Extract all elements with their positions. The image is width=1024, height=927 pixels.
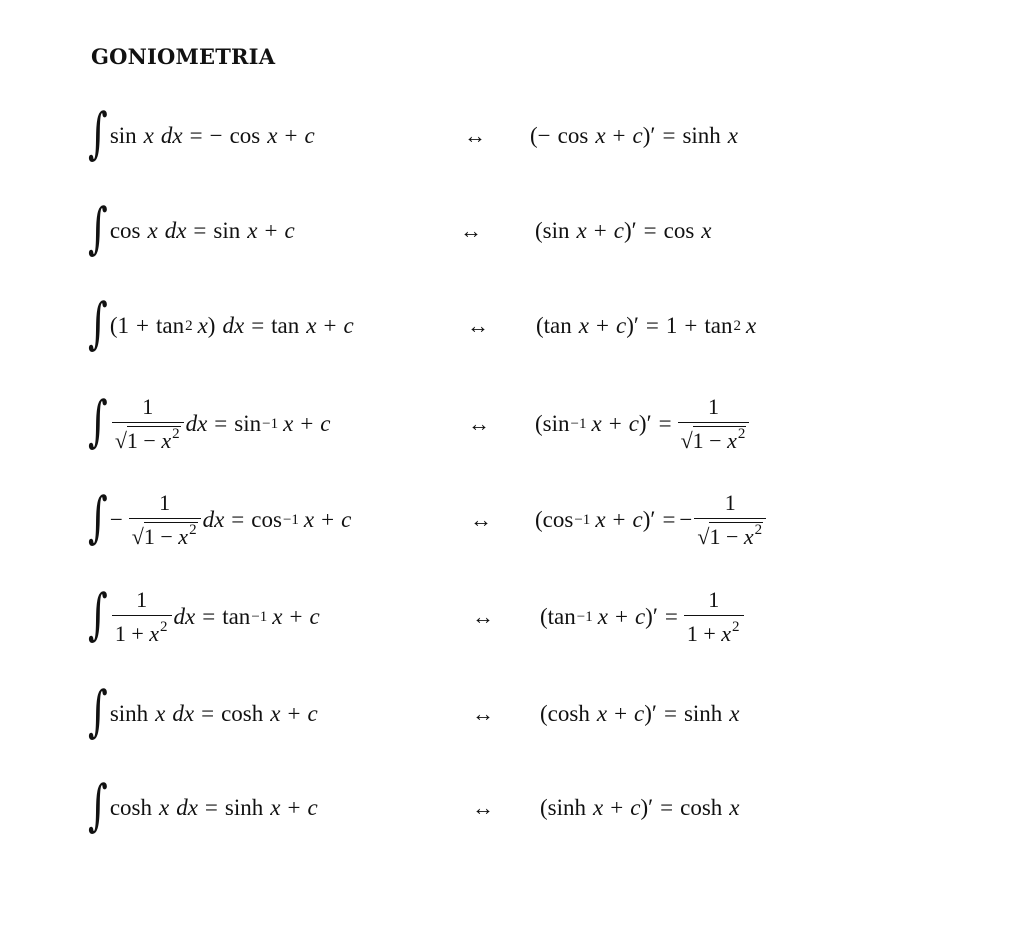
fn-tan: tan [222, 604, 251, 629]
const-c: c [630, 795, 641, 820]
formula-row-6 [0, 577, 1024, 657]
derivative-formula [535, 384, 751, 464]
paren: ( [536, 313, 544, 338]
one: 1 [665, 313, 678, 338]
equals: = [201, 701, 215, 726]
derivative-formula [536, 286, 756, 366]
var-x: x [267, 123, 278, 148]
var-x: x [270, 795, 281, 820]
paren: ( [530, 123, 538, 148]
paren-prime: )′ [642, 123, 656, 148]
var-x: x [578, 313, 589, 338]
denominator [129, 518, 201, 549]
sqrt-sign: √ [697, 524, 710, 549]
const-c: c [304, 123, 315, 148]
one-minus: 1 − [126, 428, 162, 453]
plus: + [289, 604, 303, 629]
dx: dx [164, 218, 187, 243]
const-c: c [628, 411, 639, 436]
exponent: −1 [282, 511, 299, 528]
fn-cos: cos [229, 123, 261, 148]
fn-sin: sin [542, 411, 570, 436]
equals: = [251, 313, 265, 338]
double-arrow-icon: ↔ [470, 507, 492, 532]
fn-cos: cos [542, 507, 574, 532]
var-x: x [155, 701, 166, 726]
fn-cosh: cosh [109, 795, 152, 820]
integral-formula [88, 768, 318, 848]
formula-row-7 [0, 674, 1024, 754]
radicand [127, 426, 181, 453]
paren: ( [109, 313, 118, 338]
integral-sign: ∫ [88, 101, 108, 165]
paren: ( [535, 507, 543, 532]
denominator [694, 518, 766, 549]
plus: + [614, 604, 628, 629]
var-x: x [283, 411, 294, 436]
fn-sinh: sinh [683, 701, 723, 726]
dx: dx [173, 604, 196, 629]
plus: + [321, 507, 335, 532]
integral-formula [88, 384, 331, 464]
var-x: x [595, 123, 606, 148]
exponent: 2 [189, 522, 197, 538]
exponent: 2 [732, 619, 740, 635]
var-x: x [729, 795, 740, 820]
derivative-formula [535, 191, 712, 271]
const-c: c [343, 313, 354, 338]
plus: + [610, 795, 624, 820]
paren-prime: )′ [638, 411, 652, 436]
formula-row-3 [0, 286, 1024, 366]
formula-row-4 [0, 384, 1024, 464]
paren-prime: )′ [623, 218, 637, 243]
integral-formula [88, 286, 354, 366]
denominator [112, 615, 172, 646]
exponent: −1 [251, 608, 268, 625]
radicand [144, 522, 198, 549]
const-c: c [320, 411, 331, 436]
numerator: 1 [159, 489, 171, 515]
integral-formula [88, 96, 315, 176]
integral-sign: ∫ [88, 291, 108, 355]
const-c: c [284, 218, 295, 243]
fn-sinh: sinh [682, 123, 721, 148]
equals: = [214, 411, 228, 436]
one-plus: 1 + [114, 621, 150, 646]
integral-sign: ∫ [88, 485, 108, 549]
var-x: x [593, 795, 604, 820]
equals: = [658, 411, 672, 436]
paren: ) [207, 313, 216, 338]
derivative-formula [530, 96, 738, 176]
var-x: x [270, 701, 281, 726]
numerator: 1 [136, 586, 148, 612]
minus: − [209, 123, 223, 148]
denominator [684, 615, 744, 646]
var-x: x [303, 507, 315, 532]
var-x: x [306, 313, 317, 338]
derivative-formula [540, 577, 746, 657]
minus: − [109, 507, 123, 532]
fn-tan: tan [543, 313, 572, 338]
sqrt-sign: √ [131, 524, 144, 549]
exponent: −1 [570, 415, 587, 432]
formula-row-5 [0, 480, 1024, 560]
dx: dx [202, 507, 225, 532]
equals: = [643, 218, 657, 243]
one-minus: 1 − [692, 428, 728, 453]
var-x: x [161, 428, 172, 453]
plus: + [596, 313, 609, 338]
one-plus: 1 + [686, 621, 722, 646]
double-arrow-icon: ↔ [472, 604, 494, 629]
derivative-formula [535, 480, 768, 560]
equals: = [660, 795, 674, 820]
fn-tan: tan [155, 313, 185, 338]
one: 1 [117, 313, 129, 338]
double-arrow-icon: ↔ [464, 123, 486, 148]
integral-formula [88, 674, 318, 754]
radicand [709, 522, 763, 549]
equals: = [662, 123, 676, 148]
fn-cos: cos [109, 218, 141, 243]
equals: = [663, 701, 677, 726]
double-arrow-icon: ↔ [468, 411, 490, 436]
plus: + [135, 313, 149, 338]
const-c: c [307, 795, 318, 820]
var-x: x [178, 524, 189, 549]
const-c: c [634, 604, 646, 629]
var-x: x [743, 524, 754, 549]
fn-cos: cos [663, 218, 695, 243]
integral-formula [88, 577, 320, 657]
var-x: x [596, 701, 608, 726]
fn-sin: sin [234, 411, 262, 436]
equals: = [645, 313, 659, 338]
var-x: x [729, 701, 740, 726]
equals: = [193, 218, 207, 243]
integral-sign: ∫ [88, 196, 108, 260]
fn-cosh: cosh [680, 795, 723, 820]
denominator [678, 422, 750, 453]
numerator: 1 [708, 586, 720, 612]
const-c: c [632, 123, 643, 148]
fn-tan: tan [547, 604, 576, 629]
double-arrow-icon: ↔ [472, 795, 494, 820]
const-c: c [309, 604, 320, 629]
var-x: x [745, 313, 757, 338]
plus: + [264, 218, 278, 243]
fraction [684, 588, 744, 646]
var-x: x [591, 411, 602, 436]
plus: + [593, 218, 607, 243]
equals: = [664, 604, 678, 629]
equals: = [662, 507, 676, 532]
dx: dx [160, 123, 183, 148]
paren-prime: )′ [640, 795, 654, 820]
fn-cosh: cosh [547, 701, 590, 726]
integral-sign: ∫ [88, 679, 108, 743]
plus: + [284, 123, 298, 148]
dx: dx [222, 313, 245, 338]
const-c: c [615, 313, 627, 338]
sqrt-sign: √ [680, 428, 693, 453]
one-minus: 1 − [709, 524, 744, 549]
radicand [693, 426, 747, 453]
equals: = [204, 795, 218, 820]
paren-prime: )′ [645, 604, 658, 629]
fn-sin: sin [542, 218, 570, 243]
formula-row-2 [0, 191, 1024, 271]
plus: + [300, 411, 314, 436]
const-c: c [307, 701, 318, 726]
fn-sin: sin [109, 123, 137, 148]
one-minus: 1 − [143, 524, 179, 549]
plus: + [612, 507, 626, 532]
denominator [112, 422, 184, 453]
fraction [129, 491, 201, 549]
exponent: 2 [185, 317, 193, 334]
fn-cos: cos [557, 123, 589, 148]
numerator: 1 [142, 393, 154, 419]
var-x: x [595, 507, 606, 532]
dx: dx [172, 701, 195, 726]
paren: ( [540, 604, 548, 629]
sqrt-sign: √ [114, 428, 127, 453]
fn-sin: sin [213, 218, 241, 243]
integral-formula [88, 191, 295, 271]
integral-formula [88, 480, 351, 560]
integral-sign: ∫ [88, 582, 108, 646]
const-c: c [613, 218, 624, 243]
var-x: x [701, 218, 712, 243]
exponent: 2 [160, 619, 168, 635]
const-c: c [341, 507, 352, 532]
var-x: x [143, 123, 154, 148]
var-x: x [576, 218, 587, 243]
plus: + [287, 701, 301, 726]
fn-tan: tan [704, 313, 733, 338]
fraction [678, 395, 750, 453]
paren: ( [535, 411, 543, 436]
integral-sign: ∫ [88, 389, 108, 453]
var-x: x [197, 313, 208, 338]
derivative-formula [540, 674, 740, 754]
plus: + [323, 313, 337, 338]
exponent: 2 [754, 522, 763, 538]
paren: ( [535, 218, 543, 243]
paren-prime: )′ [642, 507, 656, 532]
paren-prime: )′ [644, 701, 657, 726]
exponent: 2 [737, 426, 746, 442]
numerator: 1 [707, 393, 719, 419]
formula-row-8 [0, 768, 1024, 848]
fn-cosh: cosh [221, 701, 264, 726]
double-arrow-icon: ↔ [472, 701, 494, 726]
fraction [694, 491, 766, 549]
fraction [112, 588, 172, 646]
plus: + [684, 313, 698, 338]
fn-tan: tan [271, 313, 300, 338]
exponent: 2 [172, 426, 180, 442]
exponent: −1 [262, 415, 279, 432]
equals: = [231, 507, 245, 532]
plus: + [608, 411, 622, 436]
plus: + [287, 795, 301, 820]
const-c: c [634, 701, 645, 726]
numerator: 1 [724, 489, 736, 515]
var-x: x [272, 604, 283, 629]
var-x: x [147, 218, 158, 243]
fraction [112, 395, 184, 453]
fn-cos: cos [251, 507, 282, 532]
paren: ( [540, 701, 548, 726]
var-x: x [247, 218, 258, 243]
derivative-formula [540, 768, 740, 848]
page-title: GONIOMETRIA [91, 44, 276, 69]
paren-prime: )′ [626, 313, 639, 338]
var-x: x [149, 621, 159, 646]
exponent: 2 [733, 317, 741, 334]
var-x: x [721, 621, 732, 646]
exponent: −1 [574, 511, 591, 528]
fn-sinh: sinh [109, 701, 149, 726]
paren: ( [540, 795, 548, 820]
integral-sign: ∫ [88, 773, 108, 837]
formula-row-1 [0, 96, 1024, 176]
fn-sinh: sinh [547, 795, 587, 820]
double-arrow-icon: ↔ [460, 218, 482, 243]
exponent: −1 [576, 608, 593, 625]
var-x: x [158, 795, 170, 820]
var-x: x [727, 123, 738, 148]
const-c: c [632, 507, 643, 532]
var-x: x [597, 604, 608, 629]
dx: dx [185, 411, 208, 436]
dx: dx [176, 795, 198, 820]
plus: + [612, 123, 626, 148]
fn-sinh: sinh [224, 795, 264, 820]
minus: − [679, 507, 693, 532]
minus: − [537, 123, 551, 148]
equals: = [189, 123, 203, 148]
equals: = [202, 604, 216, 629]
double-arrow-icon: ↔ [467, 313, 489, 338]
plus: + [614, 701, 628, 726]
var-x: x [727, 428, 737, 453]
